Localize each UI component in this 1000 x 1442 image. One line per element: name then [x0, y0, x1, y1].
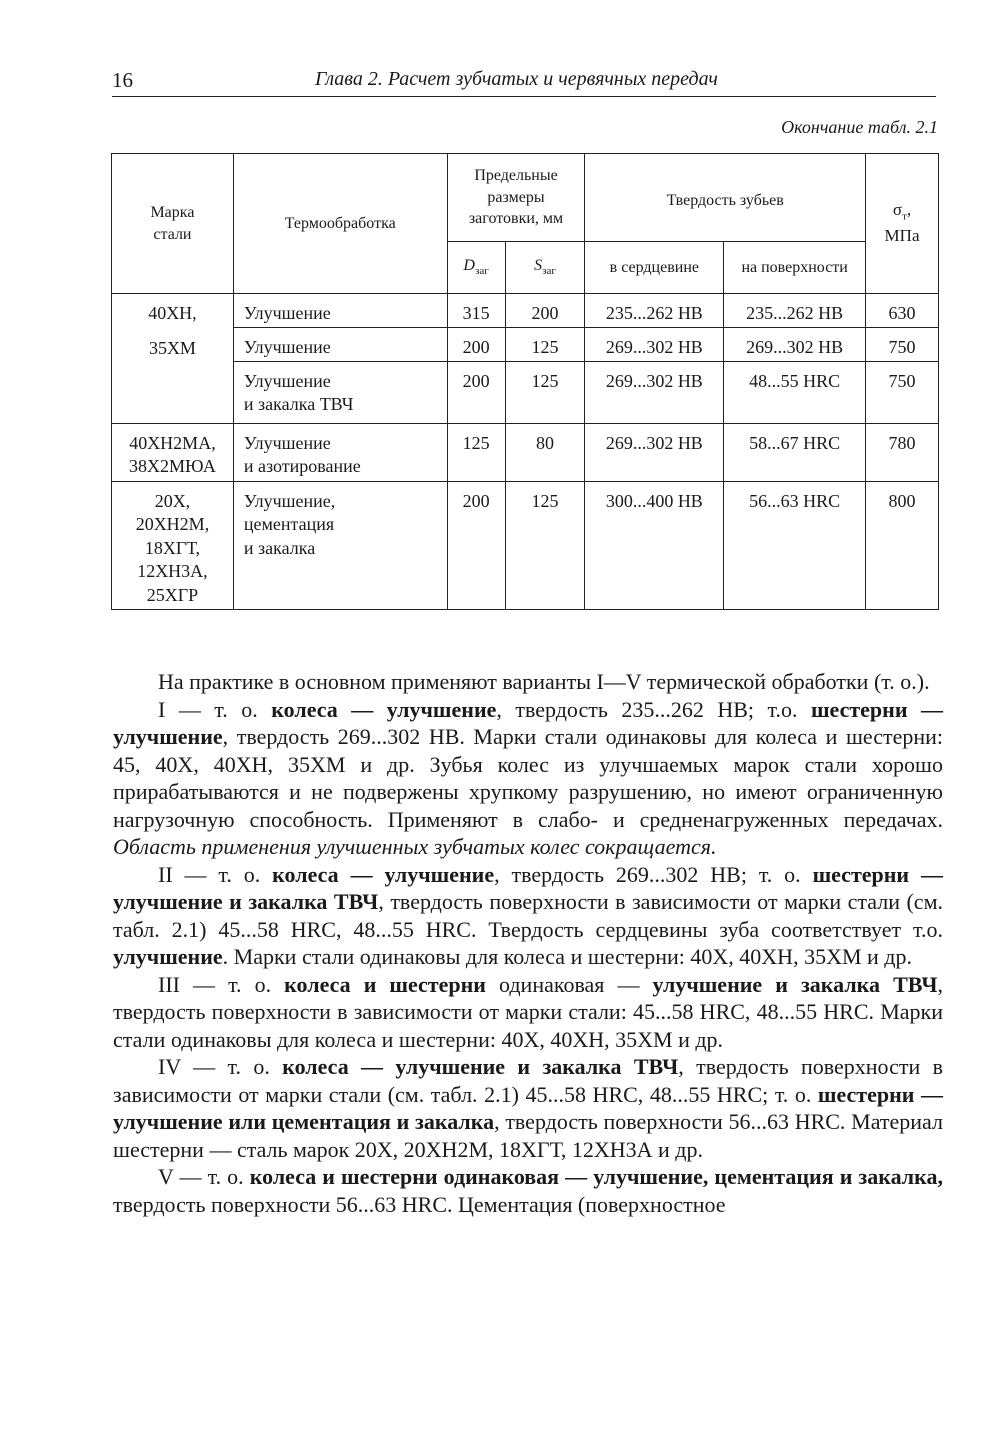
- paragraph: На практике в основном применяют варианты I—V термической обработки (т. о.).: [158, 669, 930, 694]
- header-blank-sizes: Предельные размеры заготовки, мм: [447, 154, 585, 242]
- paragraph: III — т. о. колеса и шестерни одинаковая — улучшение и закалка ТВЧ, твердость поверхности в зависимости от марки стали: 45...58 HRC, 48...55 HRC. Марки стали одинаковы для колеса и шестерни: 40Х, 40ХН, 35ХМ и др.: [113, 971, 943, 1052]
- header-hardness: Твердость зубьев: [585, 154, 866, 242]
- core-cell: 235...262 НВ: [585, 294, 724, 328]
- header-core: в сердцевине: [585, 242, 724, 294]
- paragraph: IV — т. о. колеса — улучшение и закалка ТВЧ, твердость поверхности в зависимости от марки стали (см. табл. 2.1) 45...58 HRC, 48...55 HRC; т. о. шестерни — улучшение или цементация и закалка, твердость поверхности 56...63 HRC. Материал шестерни — сталь марок 20Х, 20ХН2М, 18ХГТ, 12ХН3А и др.: [113, 1054, 944, 1162]
- steel-grade-cell: 40ХН, 35ХМ: [112, 294, 234, 424]
- core-cell: 269...302 НВ: [585, 362, 724, 424]
- paragraph: II — т. о. колеса — улучшение, твердость 269...302 НВ; т. о. шестерни — улучшение и закалка ТВЧ, твердость поверхности в зависимости от марки стали (см. табл. 2.1) 45...58 HRC, 48...55 HRC. Твердость сердцевины зуба соответствует т.о. улучшение. Марки стали одинаковы для колеса и шестерни: 40Х, 40ХН, 35ХМ и др.: [113, 861, 943, 969]
- treatment-cell: Улучшение: [233, 328, 447, 362]
- d-cell: 200: [447, 328, 505, 362]
- table-row: [112, 424, 939, 482]
- s-cell: 125: [505, 482, 585, 610]
- d-cell: 125: [447, 424, 505, 482]
- d-cell: 200: [447, 362, 505, 424]
- steel-table: [111, 153, 939, 610]
- header-heat-treatment: Термообработка: [233, 154, 447, 294]
- sigma-cell: 780: [866, 424, 939, 482]
- treatment-cell: Улучшение, цементация и закалка: [233, 482, 447, 610]
- core-cell: 300...400 НВ: [585, 482, 724, 610]
- treatment-cell: Улучшение: [233, 294, 447, 328]
- surface-cell: 48...55 HRC: [724, 362, 866, 424]
- page-header: [112, 64, 936, 97]
- steel-grade-cell: 40ХН2МА, 38Х2МЮА: [112, 424, 234, 482]
- sigma-cell: 630: [866, 294, 939, 328]
- table-row: [112, 362, 939, 424]
- table-row: [112, 328, 939, 362]
- header-sigma: $\sigma_т$, МПа: [866, 154, 939, 294]
- header-d-blank: $D_{заг}$: [447, 242, 505, 294]
- sigma-cell: 750: [866, 362, 939, 424]
- core-cell: 269...302 НВ: [585, 328, 724, 362]
- surface-cell: 58...67 HRC: [724, 424, 866, 482]
- s-cell: 80: [505, 424, 585, 482]
- table-caption: Окончание табл. 2.1: [781, 117, 938, 137]
- s-cell: 200: [505, 294, 585, 328]
- treatment-cell: Улучшение и закалка ТВЧ: [233, 362, 447, 424]
- d-cell: 315: [447, 294, 505, 328]
- treatment-cell: Улучшение и азотирование: [233, 424, 447, 482]
- surface-cell: 269...302 НВ: [724, 328, 866, 362]
- body-text: [113, 668, 943, 1218]
- table-row: [112, 294, 939, 328]
- surface-cell: 56...63 HRC: [724, 482, 866, 610]
- header-steel-grade: Марка стали: [112, 154, 234, 294]
- paragraph: I — т. о. колеса — улучшение, твердость 235...262 НВ; т.о. шестерни — улучшение, твердость 269...302 НВ. Марки стали одинаковы для колеса и шестерни: 45, 40Х, 40ХН, 35ХМ и др. Зубья колес из улучшаемых марок стали хорошо прирабатываются и не подвержены хрупкому разрушению, но имеют ограниченную нагрузочную способность. Применяют в слабо- и средненагруженных передачах. Область применения улучшенных зубчатых колес сокращается.: [113, 696, 943, 859]
- steel-grade-cell: 20Х, 20ХН2М, 18ХГТ, 12ХН3А, 25ХГР: [112, 482, 234, 610]
- header-s-blank: $S_{заг}$: [505, 242, 585, 294]
- surface-cell: 235...262 НВ: [724, 294, 866, 328]
- s-cell: 125: [505, 362, 585, 424]
- d-cell: 200: [447, 482, 505, 610]
- running-head: Глава 2. Расчет зубчатых и червячных передач: [315, 68, 718, 90]
- sigma-cell: 750: [866, 328, 939, 362]
- header-surface: на поверхности: [724, 242, 866, 294]
- paragraph: V — т. о. колеса и шестерни одинаковая — улучшение, цементация и закалка, твердость поверхности 56...63 HRC. Цементация (поверхностное: [113, 1164, 943, 1217]
- table-row: [112, 482, 939, 610]
- core-cell: 269...302 НВ: [585, 424, 724, 482]
- page-number: 16: [112, 68, 133, 92]
- sigma-cell: 800: [866, 482, 939, 610]
- s-cell: 125: [505, 328, 585, 362]
